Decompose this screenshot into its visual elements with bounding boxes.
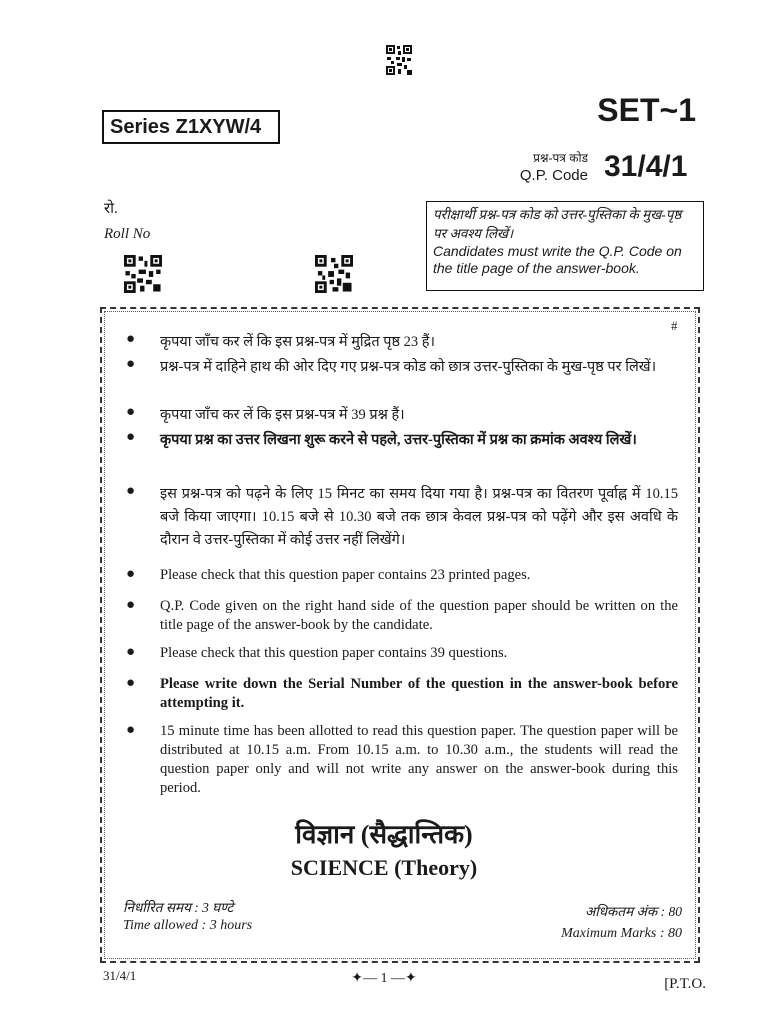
instruction-text: Please check that this question paper contains 39 questions. bbox=[160, 645, 508, 661]
instruction-item bbox=[126, 356, 678, 379]
instruction-text: कृपया प्रश्न का उत्तर लिखना शुरू करने से पहले, उत्तर-पुस्तिका में प्रश्न का क्रमांक अवश्य लिखें। bbox=[160, 432, 637, 448]
roll-no-label-hindi: रो. bbox=[104, 201, 118, 217]
bullet: ● bbox=[126, 356, 136, 372]
qp-code-notice-box bbox=[426, 201, 704, 291]
qp-code-label-hindi: प्रश्न-पत्र कोड bbox=[533, 151, 588, 165]
instruction-text: कृपया जाँच कर लें कि इस प्रश्न-पत्र में मुद्रित पृष्ठ 23 हैं। bbox=[160, 334, 435, 350]
bullet: ● bbox=[126, 597, 136, 613]
page-number bbox=[0, 970, 768, 987]
qp-code-label bbox=[510, 150, 588, 184]
bullet: ● bbox=[126, 566, 136, 582]
qp-code: 31/4/1 bbox=[604, 150, 688, 183]
maximum-marks-hindi: अधिकतम अंक : 80 bbox=[584, 904, 682, 919]
notice-hindi: परीक्षार्थी प्रश्न-पत्र कोड को उत्तर-पुस्तिका के मुख-पृष्ठ पर अवश्य लिखें। bbox=[433, 207, 682, 241]
instruction-text: Please check that this question paper contains 23 printed pages. bbox=[160, 567, 531, 583]
bullet: ● bbox=[126, 644, 136, 660]
instruction-text: कृपया जाँच कर लें कि इस प्रश्न-पत्र में 39 प्रश्न हैं। bbox=[160, 407, 405, 423]
qr-code-left bbox=[124, 255, 162, 293]
instruction-item bbox=[126, 404, 678, 427]
instruction-text: 15 minute time has been allotted to read this question paper. The question paper will be distributed at 10.15 a.m. From 10.15 a.m. to 10.30 a.m., the students will read the question paper only and will not write any answer on the answer-book during this period. bbox=[160, 723, 678, 796]
instruction-item bbox=[126, 597, 678, 635]
bullet: ● bbox=[126, 675, 136, 691]
instruction-item bbox=[126, 644, 678, 663]
ornament-right-icon: —✦ bbox=[387, 971, 417, 986]
bullet: ● bbox=[126, 404, 136, 420]
pto-label: [P.T.O. bbox=[664, 976, 706, 992]
series-label: Series Z1XYW/4 bbox=[102, 110, 280, 144]
time-allowed-hindi: निर्धारित समय : 3 घण्टे bbox=[123, 900, 234, 915]
bullet: ● bbox=[126, 331, 136, 347]
subject-title-hindi: विज्ञान (सैद्धान्तिक) bbox=[295, 820, 473, 849]
set-label: SET~1 bbox=[597, 92, 696, 128]
instruction-item bbox=[126, 483, 678, 552]
instruction-text: प्रश्न-पत्र में दाहिने हाथ की ओर दिए गए प्रश्न-पत्र कोड को छात्र उत्तर-पुस्तिका के मुख-पृष्ठ पर लिखें। bbox=[160, 359, 657, 375]
hash-mark: # bbox=[671, 318, 678, 333]
bullet: ● bbox=[126, 722, 136, 738]
ornament-left-icon: ✦— bbox=[351, 971, 381, 986]
instruction-text: Please write down the Serial Number of the question in the answer-book before attempting it. bbox=[160, 676, 678, 711]
page-number-value: 1 bbox=[380, 971, 388, 986]
time-allowed: Time allowed : 3 hours bbox=[123, 918, 253, 933]
qr-code-middle bbox=[315, 255, 353, 293]
instruction-text: Q.P. Code given on the right hand side of the question paper should be written on the title page of the answer-book by the candidate. bbox=[160, 598, 678, 633]
instruction-item bbox=[126, 722, 678, 798]
instruction-item bbox=[126, 566, 678, 585]
qp-code-label-english: Q.P. Code bbox=[519, 167, 588, 184]
bullet: ● bbox=[126, 483, 136, 499]
roll-no-label: Roll No bbox=[104, 226, 151, 242]
footer-qp-code: 31/4/1 bbox=[103, 968, 137, 983]
notice-english: Candidates must write the Q.P. Code on the title page of the answer-book. bbox=[433, 243, 682, 276]
subject-title: SCIENCE (Theory) bbox=[290, 855, 478, 880]
bullet: ● bbox=[126, 429, 136, 445]
maximum-marks: Maximum Marks : 80 bbox=[561, 926, 682, 941]
qr-code-top bbox=[386, 45, 412, 75]
instruction-text: इस प्रश्न-पत्र को पढ़ने के लिए 15 मिनट का समय दिया गया है। प्रश्न-पत्र का वितरण पूर्वाह्न में 10.15 बजे किया जाएगा। 10.15 बजे से 10.30 बजे तक छात्र केवल प्रश्न-पत्र को पढ़ेंगे और इस अवधि के दौरान वे उत्तर-पुस्तिका में कोई उत्तर नहीं लिखेंगे। bbox=[160, 486, 678, 548]
instruction-item bbox=[126, 429, 678, 452]
instruction-item bbox=[126, 331, 678, 354]
instruction-item bbox=[126, 675, 678, 713]
